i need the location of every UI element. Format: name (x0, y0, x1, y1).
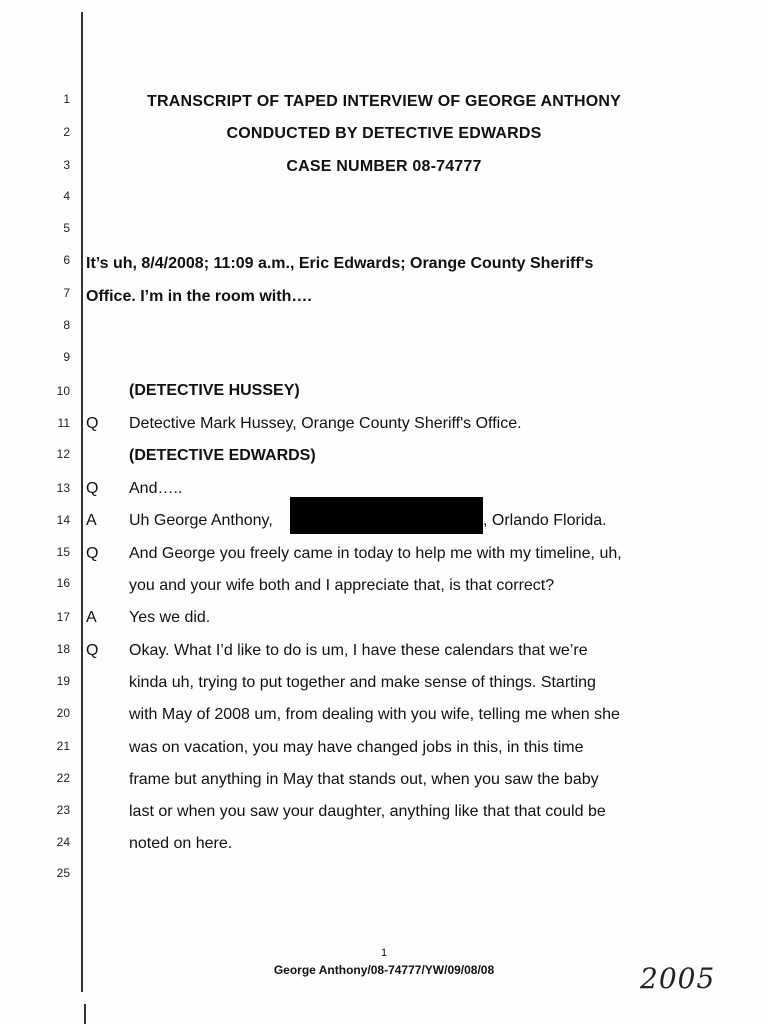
transcript-line: Okay. What I’d like to do is um, I have these calendars that we’re (129, 642, 588, 659)
line-number: 9 (63, 350, 70, 364)
speaker-marker: A (86, 512, 97, 529)
transcript-line-city: , Orlando Florida. (483, 512, 607, 529)
transcript-line: was on vacation, you may have changed jobs in this, in this time (129, 739, 584, 756)
speaker-marker: A (86, 609, 97, 626)
transcript-line: Yes we did. (129, 609, 211, 626)
redaction-box (290, 497, 483, 534)
line-number: 7 (63, 286, 70, 300)
intro-line-6: It’s uh, 8/4/2008; 11:09 a.m., Eric Edwards; Orange County Sheriff's (86, 255, 594, 272)
line-number: 5 (63, 221, 70, 235)
transcript-line: And George you freely came in today to help me with my timeline, uh, (129, 545, 622, 562)
transcript-title: TRANSCRIPT OF TAPED INTERVIEW OF GEORGE ANTHONY (146, 93, 621, 110)
line-number: 8 (63, 318, 70, 332)
transcript-line: Detective Mark Hussey, Orange County Sheriff's Office. (129, 415, 522, 432)
transcript-line: kinda uh, trying to put together and make sense of things. Starting (129, 674, 596, 691)
line-number: 6 (63, 253, 70, 267)
line-number: 10 (56, 384, 70, 398)
handwritten-number: 2005 (640, 962, 716, 995)
line-number: 17 (56, 610, 70, 624)
margin-tick (84, 1004, 86, 1024)
line-number: 1 (63, 92, 70, 106)
line-number: 25 (56, 866, 70, 880)
line-number: 20 (56, 706, 70, 720)
line-number: 21 (56, 739, 70, 753)
case-number-line: CASE NUMBER 08-74777 (286, 158, 482, 175)
intro-line-7: Office. I’m in the room with…. (86, 288, 312, 305)
line-number: 19 (56, 674, 70, 688)
line-number: 24 (56, 835, 70, 849)
speaker-heading-hussey: (DETECTIVE HUSSEY) (129, 382, 300, 399)
line-number: 14 (56, 513, 70, 527)
line-number: 2 (63, 125, 70, 139)
transcript-line-name: Uh George Anthony, (129, 512, 273, 529)
line-number: 18 (56, 642, 70, 656)
transcript-line: frame but anything in May that stands out, when you saw the baby (129, 771, 599, 788)
document-id: George Anthony/08-74777/YW/09/08/08 (273, 963, 495, 977)
line-number: 4 (63, 189, 70, 203)
line-number: 13 (56, 481, 70, 495)
transcript-line: with May of 2008 um, from dealing with you wife, telling me when she (129, 706, 620, 723)
transcript-line: you and your wife both and I appreciate that, is that correct? (129, 577, 555, 594)
line-number: 3 (63, 158, 70, 172)
line-number: 11 (57, 416, 70, 430)
speaker-marker: Q (86, 415, 99, 432)
line-number: 15 (56, 545, 70, 559)
speaker-marker: Q (86, 545, 99, 562)
transcript-line: noted on here. (129, 835, 233, 852)
speaker-marker: Q (86, 642, 99, 659)
transcript-line: last or when you saw your daughter, anything like that that could be (129, 803, 606, 820)
line-number: 23 (56, 803, 70, 817)
speaker-heading-edwards: (DETECTIVE EDWARDS) (129, 447, 316, 464)
line-number: 12 (56, 447, 70, 461)
transcript-line: And….. (129, 480, 183, 497)
line-number: 22 (56, 771, 70, 785)
speaker-marker: Q (86, 480, 99, 497)
line-number: 16 (56, 576, 70, 590)
page-number: 1 (380, 947, 388, 959)
conducted-by-line: CONDUCTED BY DETECTIVE EDWARDS (226, 125, 542, 142)
